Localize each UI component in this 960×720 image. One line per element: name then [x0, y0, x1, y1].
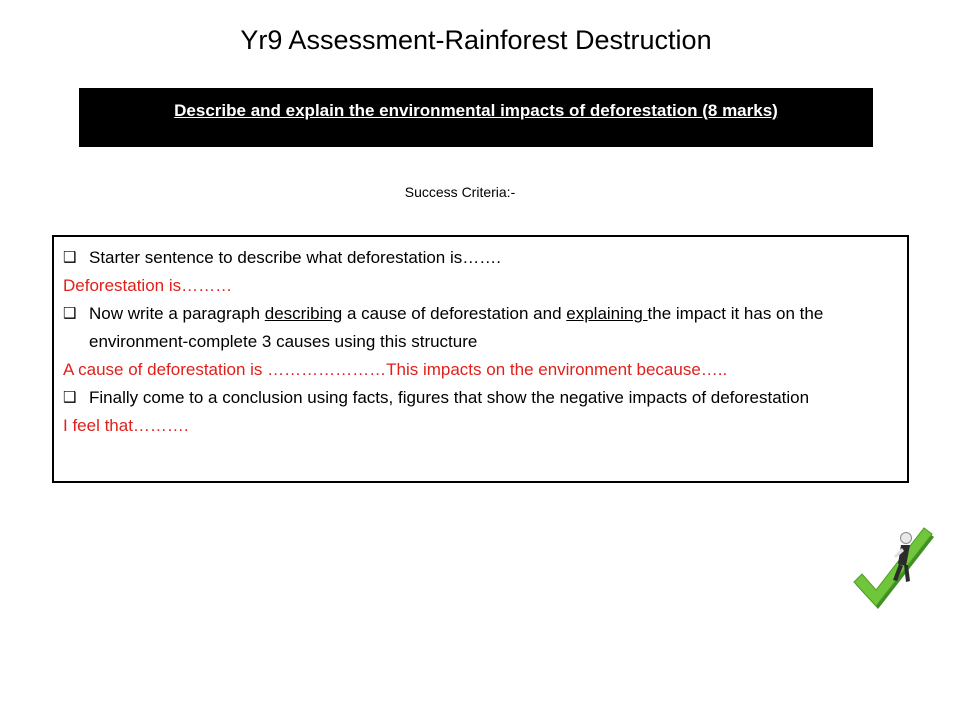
criteria-bullet-1: [63, 244, 907, 272]
criteria-bullet-2-part1: Now write a paragraph: [89, 304, 265, 323]
criteria-bullet-2-part3: the impact it has on the environment-complete 3 causes using this structure: [89, 304, 824, 351]
criteria-bullet-2-text: [89, 300, 897, 356]
emphasis-explaining: explaining: [566, 304, 648, 323]
criteria-bullet-2: [63, 300, 907, 356]
success-criteria-label: Success Criteria:-: [404, 184, 516, 200]
person-checkmark-icon: [846, 524, 938, 616]
criteria-bullet-2-part2: a cause of deforestation and: [342, 304, 567, 323]
sentence-starter-2: A cause of deforestation is …………………This impacts on the environment because…..: [63, 360, 728, 379]
criteria-bullet-3: [63, 384, 907, 412]
slide-title: Yr9 Assessment-Rainforest Destruction: [240, 25, 712, 55]
checkbox-square-icon: ❑: [63, 389, 77, 406]
checkbox-square-icon: ❑: [63, 249, 77, 266]
question-text: Describe and explain the environmental impacts of deforestation (8 marks): [174, 101, 778, 120]
sentence-starter-3: I feel that……….: [63, 416, 189, 435]
emphasis-describing: describing: [264, 304, 343, 323]
question-banner: [79, 88, 873, 147]
checkbox-square-icon: ❑: [63, 305, 77, 322]
checkmark-shape: [854, 528, 932, 606]
sentence-starter-1: Deforestation is………: [63, 276, 233, 295]
success-criteria-box: [52, 235, 909, 483]
criteria-bullet-1-text: Starter sentence to describe what deforestation is…….: [89, 248, 501, 267]
criteria-bullet-3-text: Finally come to a conclusion using facts, figures that show the negative impacts of deforestation: [89, 388, 810, 407]
